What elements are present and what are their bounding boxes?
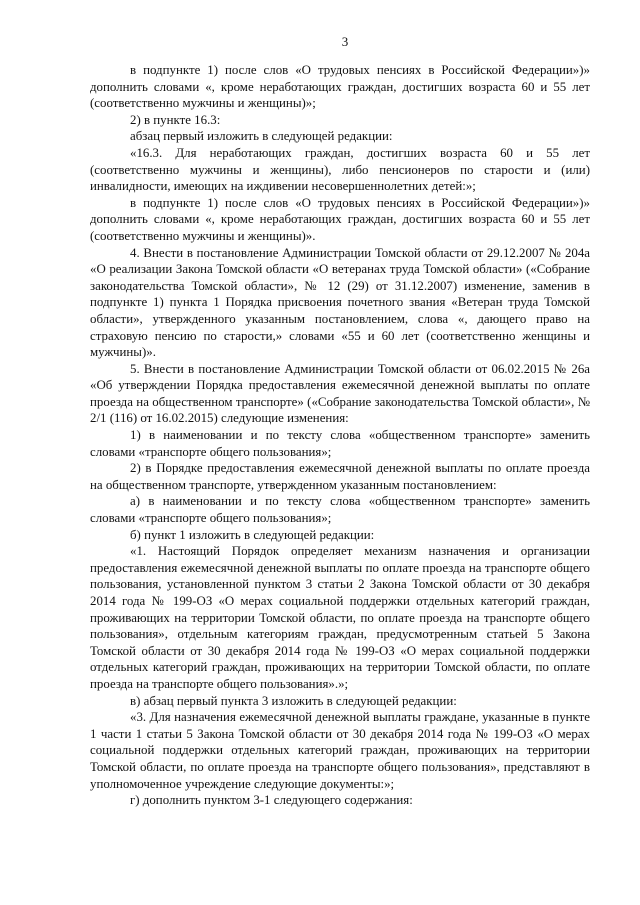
paragraph: 2) в пункте 16.3: xyxy=(130,112,221,127)
paragraph: 4. Внести в постановление Администрации Томской области от 29.12.2007 № 204а «О реализации Закона Томской области «О ветеранах труда Томской области» («Собрание законодательства Томской области», № 12 (29) от 31.12.2007) изменение, заменив в подпункте 1) пункта 1 Порядка присвоения почетного звания «Ветеран труда Томской области», утвержденного указанным постановлением, слова «, дающего право на страховую пенсию по старости,» словами «55 и 60 лет (соответственно женщины и мужчины)». xyxy=(90,245,590,360)
paragraph: а) в наименовании и по тексту слова «общественном транспорте» заменить словами «транспорте общего пользования»; xyxy=(90,494,590,526)
page-number: 3 xyxy=(341,34,349,49)
paragraph: в подпункте 1) после слов «О трудовых пенсиях в Российской Федерации»)» дополнить словами «, кроме неработающих граждан, достигших возраста 60 и 55 лет (соответственно мужчины и женщины)». xyxy=(90,195,590,243)
paragraph: в подпункте 1) после слов «О трудовых пенсиях в Российской Федерации»)» дополнить словами «, кроме неработающих граждан, достигших возраста 60 и 55 лет (соответственно мужчины и женщины)»; xyxy=(90,63,590,111)
paragraph: 1) в наименовании и по тексту слова «общественном транспорте» заменить словами «транспорте общего пользования»; xyxy=(90,428,590,459)
paragraph: «16.3. Для неработающих граждан, достигших возраста 60 и 55 лет (соответственно мужчины и женщины), либо пенсионеров по старости и (или) инвалидности, имеющих на иждивении несовершеннолетних детей:»; xyxy=(90,145,590,194)
paragraph: 5. Внести в постановление Администрации Томской области от 06.02.2015 № 26а «Об утверждении Порядка предоставления ежемесячной денежной выплаты по оплате проезда на общественном транспорте» («Собрание законодательства Томской области», № 2/1 (116) от 16.02.2015) следующие изменения: xyxy=(90,361,590,426)
paragraph: г) дополнить пунктом 3-1 следующего содержания: xyxy=(130,793,413,808)
paragraph: в) абзац первый пункта 3 изложить в следующей редакции: xyxy=(130,693,457,708)
paragraph: 2) в Порядке предоставления ежемесячной денежной выплаты по оплате проезда на общественном транспорте, утвержденном указанным постановлением: xyxy=(90,461,590,492)
paragraph: б) пункт 1 изложить в следующей редакции: xyxy=(130,527,375,542)
paragraph: абзац первый изложить в следующей редакции: xyxy=(130,129,393,144)
paragraph: «1. Настоящий Порядок определяет механизм назначения и организации предоставления ежемесячной денежной выплаты по оплате проезда на транспорте общего пользования, установленной пунктом 3 статьи 2 Закона Томской области от 30 декабря 2014 года № 199-ОЗ «О мерах социальной поддержки отдельных категорий граждан, проживающих на территории Томской области, по оплате проезда на транспорте общего пользования», отдельным категориям граждан, предусмотренным статьей 5 Закона Томской области от 30 декабря 2014 года № 199-ОЗ «О мерах социальной поддержки отдельных категорий граждан, проживающих на территории Томской области, по оплате проезда на транспорте общего пользования».»; xyxy=(90,544,590,691)
paragraph: «3. Для назначения ежемесячной денежной выплаты граждане, указанные в пункте 1 части 1 статьи 5 Закона Томской области от 30 декабря 2014 года № 199-ОЗ «О мерах социальной поддержки отдельных категорий граждан, проживающих на территории Томской области, по оплате проезда на транспорте общего пользования», представляют в уполномоченное учреждение следующие документы:»; xyxy=(90,710,590,791)
